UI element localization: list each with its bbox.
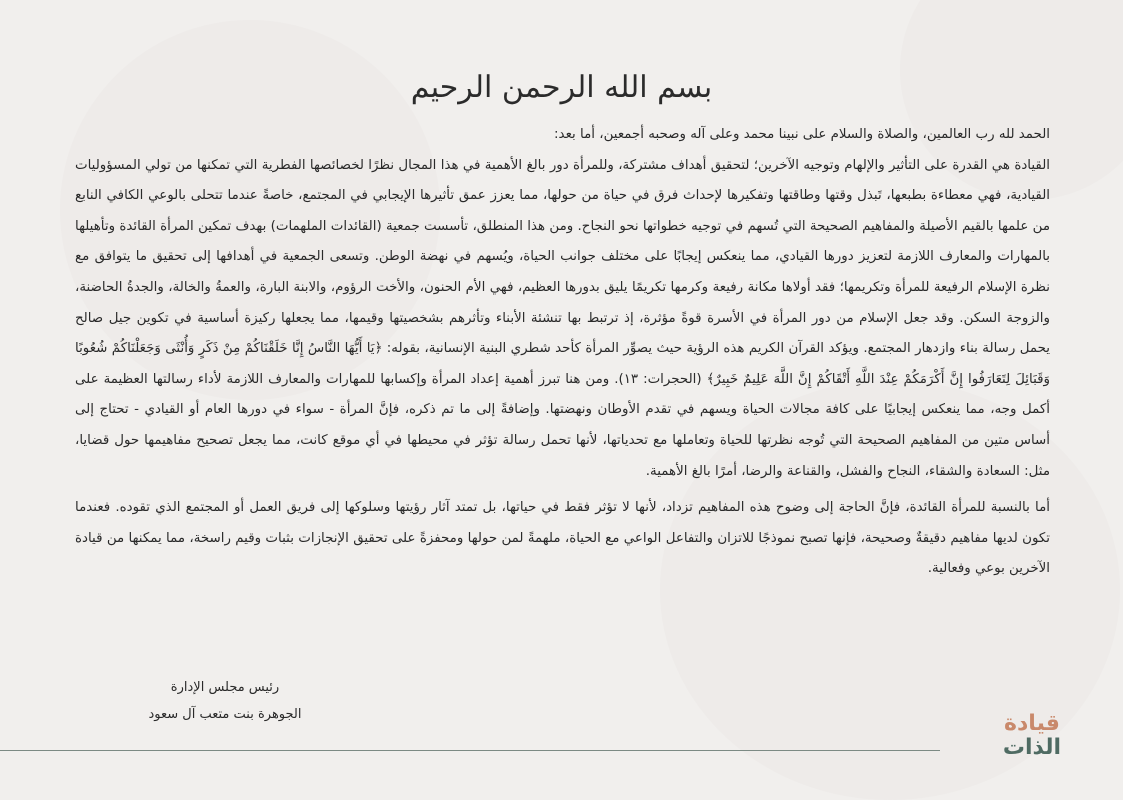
basmala-calligraphy: بسم الله الرحمن الرحيم <box>410 70 713 105</box>
letter-body <box>75 120 1050 585</box>
intro-line: الحمد لله رب العالمين، والصلاة والسلام على نبينا محمد وعلى آله وصحبه أجمعين، أما بعد: <box>554 127 1050 142</box>
body-paragraph: القيادة هي القدرة على التأثير والإلهام وتوجيه الآخرين؛ لتحقيق أهداف مشتركة، وللمرأة دور بالغ الأهمية في هذا المجال نظرًا لخصائصها الفطرية التي تمكنها من تولي المسؤوليات القيادية، فهي معطاءة بطبعها، تَبذل وقتها وطاقتها وتفكيرها لإحداث فرق في حياة من حولها، مما يعزز عمق تأثيرها الإيجابي في المجتمع، خاصةً عندما تتحلى بالوعي الكافي النابع من علمها بالقيم الأصيلة والمفاهيم الصحيحة التي تُسهم في توجيه خطواتها نحو النجاح. ومن هذا المنطلق، تأسست جمعية (القائدات الملهمات) بهدف تمكين المرأة القائدة وتأهيلها بالمهارات والمعارف اللازمة لتعزيز دورها القيادي، مما ينعكس إيجابًا على مختلف جوانب الحياة، ويُسهم في نهضة الوطن. وتسعى الجمعية في أهدافها إلى تحقيق ما يتوافق مع نظرة الإسلام الرفيعة للمرأة وتكريمها؛ فقد أولاها مكانة رفيعة وكرمها تكريمًا يليق بدورها العظيم، فهي الأم الحنون، والأخت الرؤوم، والابنة البارة، والعمةُ والخالة، والجدةُ الحاضنة، والزوجة السكن. وقد جعل الإسلام من دور المرأة في الأسرة قوةً مؤثرة، إذ ترتبط بها تنشئة الأبناء وتأثرهم بشخصيتها وقيمها، مما يجعلها ركيزة أساسية في تكوين جيل صالح يحمل رسالة بناء وازدهار المجتمع. ويؤكد القرآن الكريم هذه الرؤية حيث يصوِّر المرأة كأحد شطري البنية الإنسانية، بقوله: ﴿يَا أَيُّهَا النَّاسُ إِنَّا خَلَقْنَاكُمْ مِنْ ذَكَرٍ وَأُنْثَى وَجَعَلْنَاكُمْ شُعُوبًا وَقَبَائِلَ لِتَعَارَفُوا إِنَّ أَكْرَمَكُمْ عِنْدَ اللَّهِ أَتْقَاكُمْ إِنَّ اللَّهَ عَلِيمٌ خَبِيرٌ﴾ (الحجرات: ١٣). ومن هنا تبرز أهمية إعداد المرأة وإكسابها للمهارات والمعارف اللازمة لأداء رسالتها العظيمة على أكمل وجه، مما ينعكس إيجابيًا على كافة مجالات الحياة ويسهم في تقدم الأوطان ونهضتها. وإضافةً إلى ما تم ذكره، فإنَّ المرأة - سواء في دورها العام أو القيادي - تحتاج إلى أساس متين من المفاهيم الصحيحة التي تُوجه نظرتها للحياة وتعاملها مع تحدياتها، لأنها تحمل رسالة تؤثر في محيطها في أي موقع كانت، مما يجعل تصحيح مفاهيمها حول قضايا، مثل: السعادة والشقاء، النجاح والفشل، والقناعة والرضا، أمرًا بالغ الأهمية. <box>75 157 1050 479</box>
signature-name: الجوهرة بنت متعب آل سعود <box>148 707 302 722</box>
logo-line-1: قيادة <box>1004 711 1060 736</box>
footer-divider <box>0 750 940 751</box>
signature-block <box>140 674 310 728</box>
logo-line-2: الذات <box>1002 735 1062 760</box>
body-paragraph: أما بالنسبة للمرأة القائدة، فإنَّ الحاجة إلى وضوح هذه المفاهيم تزداد، لأنها لا تؤثر فقط في حياتها، بل تمتد آثار رؤيتها وسلوكها إلى فريق العمل أو المجتمع الذي تقوده. فعندما تكون لديها مفاهيم دقيقةٌ وصحيحة، فإنها تصبح نموذجًا للاتزان والتفاعل الواعي مع الحياة، ملهمةً لمن حولها ومحفزةً على تحقيق الإنجازات بثبات وقيم راسخة، مما يمكنها من قيادة الآخرين بوعي وفعالية. <box>75 500 1050 577</box>
signature-title: رئيس مجلس الإدارة <box>170 680 280 695</box>
brand-logo <box>994 712 1070 760</box>
